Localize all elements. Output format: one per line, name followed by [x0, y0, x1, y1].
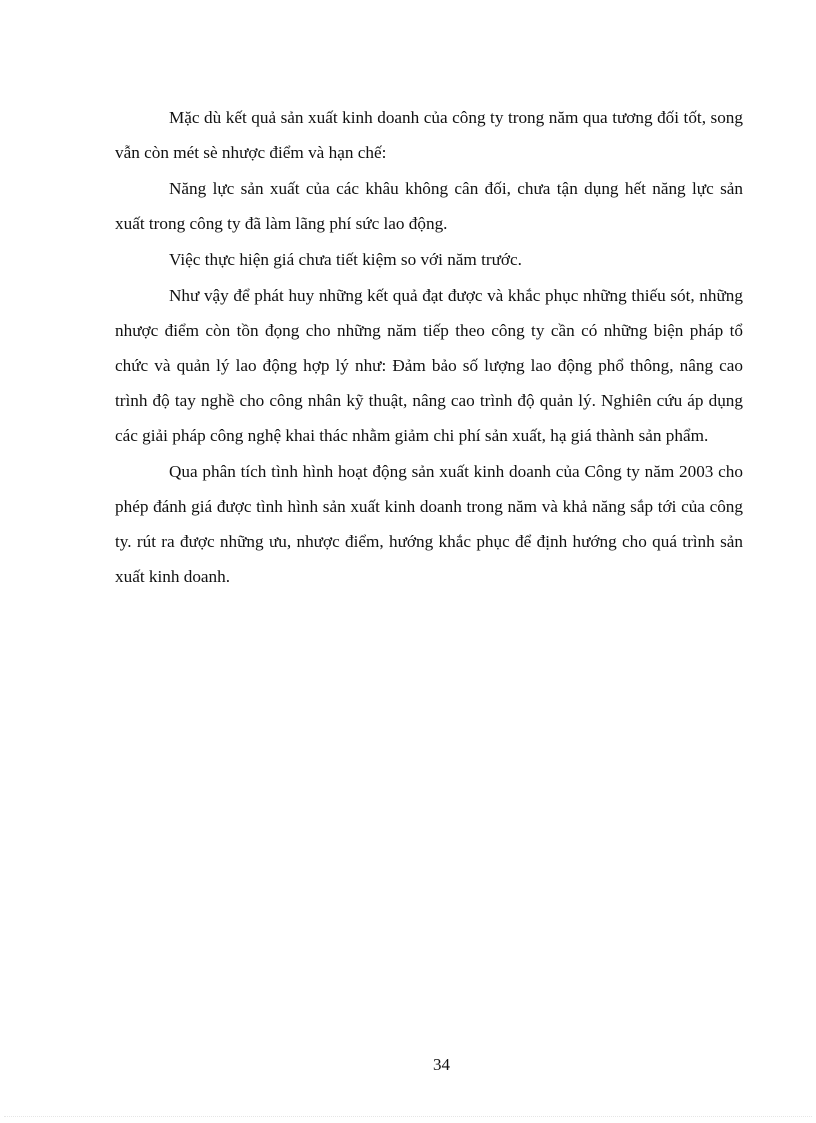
paragraph-summary: Mặc dù kết quả sản xuất kinh doanh của công ty trong năm qua tương đối tốt, song vẫn còn mét sè nhược điểm và hạn chế: [115, 108, 743, 162]
bottom-divider [4, 1116, 812, 1117]
paragraph-conclusion: Qua phân tích tình hình hoạt động sản xuất kinh doanh của Công ty năm 2003 cho phép đánh giá được tình hình sản xuất kinh doanh trong năm và khả năng sắp tới của công ty. rút ra được những ưu, nhược điểm, hướng khắc phục để định hướng cho quá trình sản xuất kinh doanh. [115, 462, 743, 586]
paragraph-pricing: Việc thực hiện giá chưa tiết kiệm so với năm trước. [169, 250, 522, 269]
paragraph-measures: Như vậy để phát huy những kết quả đạt được và khắc phục những thiếu sót, những nhược điểm còn tồn đọng cho những năm tiếp theo công ty cần có những biện pháp tổ chức và quản lý lao động hợp lý như: Đảm bảo số lượng lao động phổ thông, nâng cao trình độ tay nghề cho công nhân kỹ thuật, nâng cao trình độ quản lý. Nghiên cứu áp dụng các giải pháp công nghệ khai thác nhằm giảm chi phí sản xuất, hạ giá thành sản phẩm. [115, 286, 743, 445]
body-text [115, 100, 743, 595]
paragraph-capacity: Năng lực sản xuất của các khâu không cân đối, chưa tận dụng hết năng lực sản xuất trong công ty đã làm lãng phí sức lao động. [115, 179, 743, 233]
page-number: 34 [433, 1055, 450, 1074]
